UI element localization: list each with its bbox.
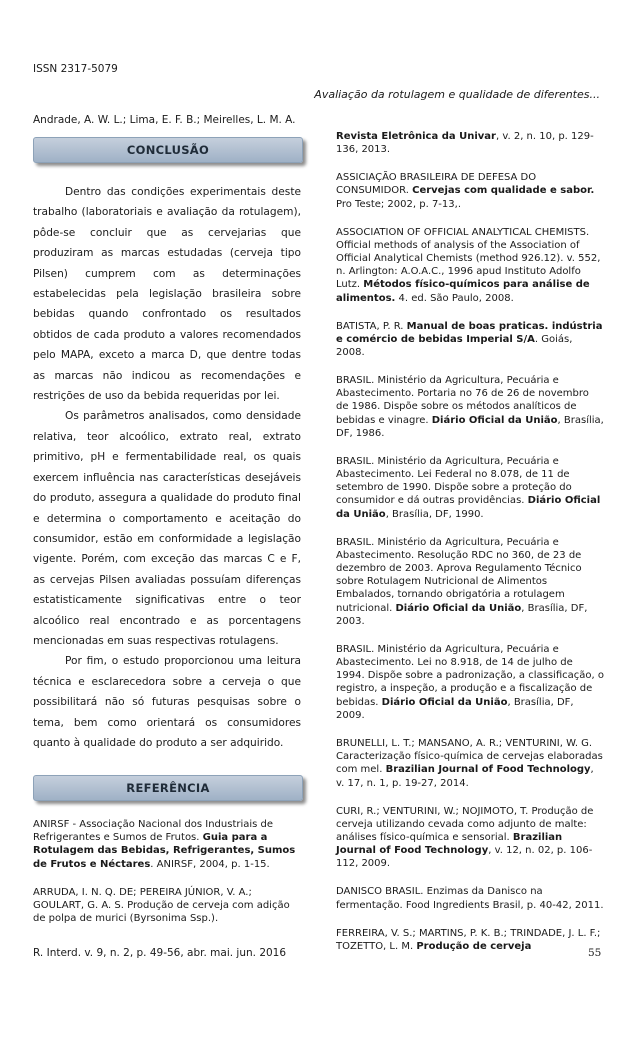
reference-section-heading: REFERÊNCIA xyxy=(33,775,303,801)
issn-label: ISSN 2317-5079 xyxy=(33,63,118,75)
conclusion-body xyxy=(33,182,301,753)
reference-entry: Revista Eletrônica da Univar, v. 2, n. 10, p. 129-136, 2013. xyxy=(336,131,594,156)
reference-entry: BRASIL. Ministério da Agricultura, Pecuária e Abastecimento. Lei no 8.918, de 14 de julho de 1994. Dispõe sobre a padronização, a classificação, o registro, a inspeção, a produção e a fiscalização de bebidas. Diário Oficial da União, Brasília, DF, 2009. xyxy=(336,643,604,721)
reference-entry: BRUNELLI, L. T.; MANSANO, A. R.; VENTURINI, W. G. Caracterização físico-química de cervejas elaboradas com mel. Brazilian Journal of Food Technology, v. 17, n. 1, p. 19-27, 2014. xyxy=(336,737,603,789)
conclusion-paragraph-2: Os parâmetros analisados, como densidade relativa, teor alcoólico, extrato real, extrato primitivo, pH e fermentabilidade real, os quais exercem influência nas características desejáveis do produto, assegura a qualidade do produto final e determina o comportamento e aceitação do consumidor, estão em conformidade a legislação vigente. Porém, com exceção das marcas C e F, as cervejas Pilsen avaliadas possuíam diferenças estatisticamente significativas entre o teor alcoólico real encontrado e as porcentagens mencionadas em suas respectivas rotulagens. xyxy=(33,410,301,647)
reference-entry: ANIRSF - Associação Nacional dos Industriais de Refrigerantes e Sumos de Frutos. Guia para a Rotulagem das Bebidas, Refrigerantes, Sumos de Frutos e Néctares. ANIRSF, 2004, p. 1-15. xyxy=(33,819,296,870)
reference-entry: ASSOCIATION OF OFFICIAL ANALYTICAL CHEMISTS. Official methods of analysis of the Association of Official Analytical Chemists (method 926.12). v. 552, n. Arlington: A.O.A.C., 1996 apud Instituto Adolfo Lutz. Métodos físico-químicos para análise de alimentos. 4. ed. São Paulo, 2008. xyxy=(336,226,601,304)
reference-list-right xyxy=(336,130,604,968)
running-authors: Andrade, A. W. L.; Lima, E. F. B.; Meirelles, L. M. A. xyxy=(33,114,296,126)
reference-entry: ASSICIAÇÃO BRASILEIRA DE DEFESA DO CONSUMIDOR. Cervejas com qualidade e sabor. Pro Teste; 2002, p. 7-13,. xyxy=(336,172,595,210)
reference-entry: BRASIL. Ministério da Agricultura, Pecuária e Abastecimento. Resolução RDC no 360, de 23 de dezembro de 2003. Aprova Regulamento Técnico sobre Rotulagem Nutricional de Alimentos Embalados, tornando obrigatória a rotulagem nutricional. Diário Oficial da União, Brasília, DF, 2003. xyxy=(336,536,588,627)
running-title: Avaliação da rotulagem e qualidade de diferentes... xyxy=(314,88,600,101)
reference-list-left xyxy=(33,818,301,940)
conclusion-section-heading: CONCLUSÃO xyxy=(33,137,303,163)
conclusion-paragraph-1: Dentro das condições experimentais deste trabalho (laboratoriais e avaliação da rotulagem), pôde-se concluir que as cervejarias que produziram as marcas estudadas (cerveja tipo Pilsen) cumprem com as determinações estabelecidas pela legislação brasileira sobre bebidas quando confrontado os resultados obtidos de cada produto a valores recomendados pelo MAPA, exceto a marca D, que dentre todas as marcas não indicou as recomendações e restrições de uso da bebida requeridas por lei. xyxy=(33,186,301,403)
reference-entry: DANISCO BRASIL. Enzimas da Danisco na fermentação. Food Ingredients Brasil, p. 40-42, 2011. xyxy=(336,886,604,911)
reference-entry: BATISTA, P. R. Manual de boas praticas. indústria e comércio de bebidas Imperial S/A. Goiás, 2008. xyxy=(336,320,603,359)
page-number: 55 xyxy=(588,947,602,959)
reference-entry: CURI, R.; VENTURINI, W.; NOJIMOTO, T. Produção de cerveja utilizando cevada como adjunto de malte: análises físico-química e sensorial. Brazilian Journal of Food Technology, v. 12, n. 02, p. 106-112, 2009. xyxy=(336,805,594,870)
reference-entry: ARRUDA, I. N. Q. DE; PEREIRA JÚNIOR, V. A.; GOULART, G. A. S. Produção de cerveja com adição de polpa de murici (Byrsonima Ssp.). xyxy=(33,886,290,925)
conclusion-paragraph-3: Por fim, o estudo proporcionou uma leitura técnica e esclarecedora sobre a cerveja o que possibilitará não só futuras pesquisas sobre o tema, bem como orientará os consumidores quanto à qualidade do produto a ser adquirido. xyxy=(33,655,301,749)
reference-entry: BRASIL. Ministério da Agricultura, Pecuária e Abastecimento. Lei Federal no 8.078, de 11 de setembro de 1990. Dispõe sobre a proteção do consumidor e dá outras providências. Diário Oficial da União, Brasília, DF, 1990. xyxy=(336,455,601,520)
reference-entry: FERREIRA, V. S.; MARTINS, P. K. B.; TRINDADE, J. L. F.; TOZETTO, L. M. Produção de cerveja xyxy=(336,927,601,952)
footer-citation: R. Interd. v. 9, n. 2, p. 49-56, abr. mai. jun. 2016 xyxy=(33,947,287,959)
reference-entry: BRASIL. Ministério da Agricultura, Pecuária e Abastecimento. Portaria no 76 de 26 de novembro de 1986. Dispõe sobre os métodos analíticos de bebidas e vinagre. Diário Oficial da União, Brasília, DF, 1986. xyxy=(336,375,604,439)
